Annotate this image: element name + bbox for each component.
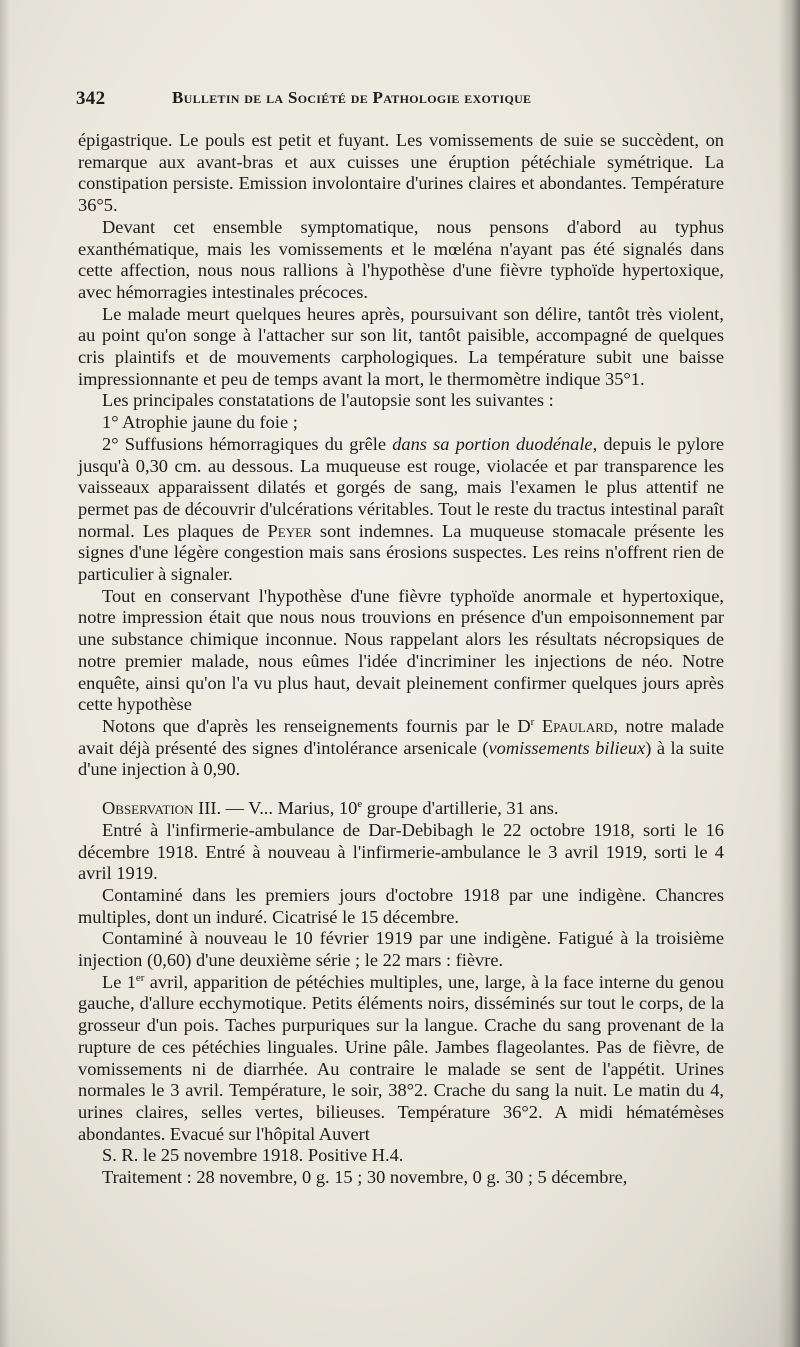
paragraph bbox=[78, 716, 724, 781]
text-run: Le 1 bbox=[102, 971, 136, 992]
superscript: er bbox=[135, 971, 145, 984]
paragraph: Contaminé à nouveau le 10 février 1919 par une indigène. Fatigué à la troisième injection (0,60) d'une deuxième série ; le 22 mars : fièvre. bbox=[78, 928, 724, 971]
text-run: sont indemnes. La muqueuse stomacale présente les signes d'une légère congestion mais sans érosions suspectes. Les reins n'offrent rien de particulier à signaler. bbox=[78, 520, 724, 585]
paragraph: Entré à l'infirmerie-ambulance de Dar-Debibagh le 22 octobre 1918, sorti le 16 décembre 1918. Entré à nouveau à l'infirmerie-ambulance le 3 avril 1919, sorti le 4 avril 1919. bbox=[78, 819, 724, 884]
superscript: r bbox=[530, 715, 535, 728]
observation-heading bbox=[78, 798, 724, 820]
paragraph: Traitement : 28 novembre, 0 g. 15 ; 30 novembre, 0 g. 30 ; 5 décembre, bbox=[102, 1167, 628, 1188]
paragraph: Le malade meurt quelques heures après, poursuivant son délire, tantôt très violent, au point qu'on songe à l'attacher sur son lit, tantôt paisible, accompagné de quelques cris plaintifs et de mouvements carphologiques. La température subit une baisse impressionnante et peu de temps avant la mort, le thermomètre indique 35°1. bbox=[78, 303, 724, 389]
paragraph: S. R. le 25 novembre 1918. Positive H.4. bbox=[102, 1145, 404, 1166]
italic-text: vomissements bilieux bbox=[488, 737, 646, 758]
text-run: , notre malade avait déjà présenté des signes d'intolérance arsenicale ( bbox=[78, 715, 724, 758]
autopsy-finding-1: 1° Atrophie jaune du foie ; bbox=[102, 412, 298, 433]
text-run: 2° Suffusions hémorragiques du grêle bbox=[102, 433, 393, 454]
text-run: III. — V... Marius, 10 bbox=[193, 798, 358, 819]
paragraph bbox=[78, 972, 724, 1146]
text-run: , depuis le pylore jusqu'à 0,30 cm. au dessous. La muqueuse est rouge, violacée et par transparence les vaisseaux apparaissent dilatés et gorgés de sang, mais l'examen le plus attentif ne permet pas de découvrir d'ulcérations véritables. Tout le reste du tractus intestinal paraît normal. Les plaques de bbox=[78, 433, 724, 541]
text-run: Notons que d'après les renseignements fournis par le D bbox=[102, 715, 531, 736]
author-name: Peyer bbox=[267, 520, 312, 541]
text-run: avril, apparition de pétéchies multiples, une, large, à la face interne du genou gauche, d'allure ecchymotique. Petits éléments noirs, disséminés sur tout le corps, de la grosseur d'un pois. Taches purpuriques sur la langue. Crache du sang provenant de la rupture de ces pétéchies linguales. Urine pâle. Jambes flageolantes. Pas de fièvre, de vomissements ni de diarrhée. Au contraire le malade se sent de l'appétit. Urines normales le 3 avril. Température, le soir, 38°2. Crache du sang la nuit. Le matin du 4, urines claires, selles vertes, bilieuses. Température 36°2. A midi hématémèses abondantes. Evacué sur l'hôpital Auvert bbox=[78, 971, 724, 1144]
text-run: ) à la suite d'une injection à 0,90. bbox=[78, 737, 724, 780]
text-run: groupe d'artillerie, 31 ans. bbox=[362, 798, 559, 819]
paragraph: épigastrique. Le pouls est petit et fuyant. Les vomissements de suie se succèdent, on remarque aux avant-bras et aux cuisses une éruption pétéchiale symétrique. La constipation persiste. Emission involontaire d'urines claires et abondantes. Température 36°5. bbox=[78, 130, 724, 216]
autopsy-finding-2 bbox=[78, 434, 724, 586]
article-body bbox=[78, 130, 724, 1189]
italic-text: dans sa portion duodénale bbox=[392, 433, 593, 454]
journal-title: Bulletin de la Société de Pathologie exotique bbox=[172, 88, 532, 107]
author-name: Epaulard bbox=[534, 715, 614, 736]
paragraph: Devant cet ensemble symptomatique, nous pensons d'abord au typhus exanthématique, mais les vomissements et le mœléna n'ayant pas été signalés dans cette affection, nous nous rallions à l'hypothèse d'une fièvre typhoïde hypertoxique, avec hémorragies intestinales précoces. bbox=[78, 216, 724, 302]
page-shadow-right bbox=[778, 0, 800, 1347]
page-shadow-left bbox=[0, 0, 10, 1347]
observation-label: Observation bbox=[102, 798, 194, 819]
page-number: 342 bbox=[76, 88, 106, 109]
running-header bbox=[76, 88, 736, 116]
paragraph: Tout en conservant l'hypothèse d'une fièvre typhoïde anormale et hypertoxique, notre impression était que nous nous trouvions en présence d'un empoisonnement par une substance chimique inconnue. Nous rappelant alors les résultats nécropsiques de notre premier malade, nous eûmes l'idée d'incriminer les injections de néo. Notre enquête, ainsi qu'on l'a vu plus haut, devait pleinement confirmer quelques jours après cette hypothèse bbox=[78, 585, 724, 715]
paragraph: Contaminé dans les premiers jours d'octobre 1918 par une indigène. Chancres multiples, dont un induré. Cicatrisé le 15 décembre. bbox=[78, 884, 724, 927]
paragraph: Les principales constatations de l'autopsie sont les suivantes : bbox=[102, 390, 554, 411]
superscript: e bbox=[357, 797, 363, 810]
